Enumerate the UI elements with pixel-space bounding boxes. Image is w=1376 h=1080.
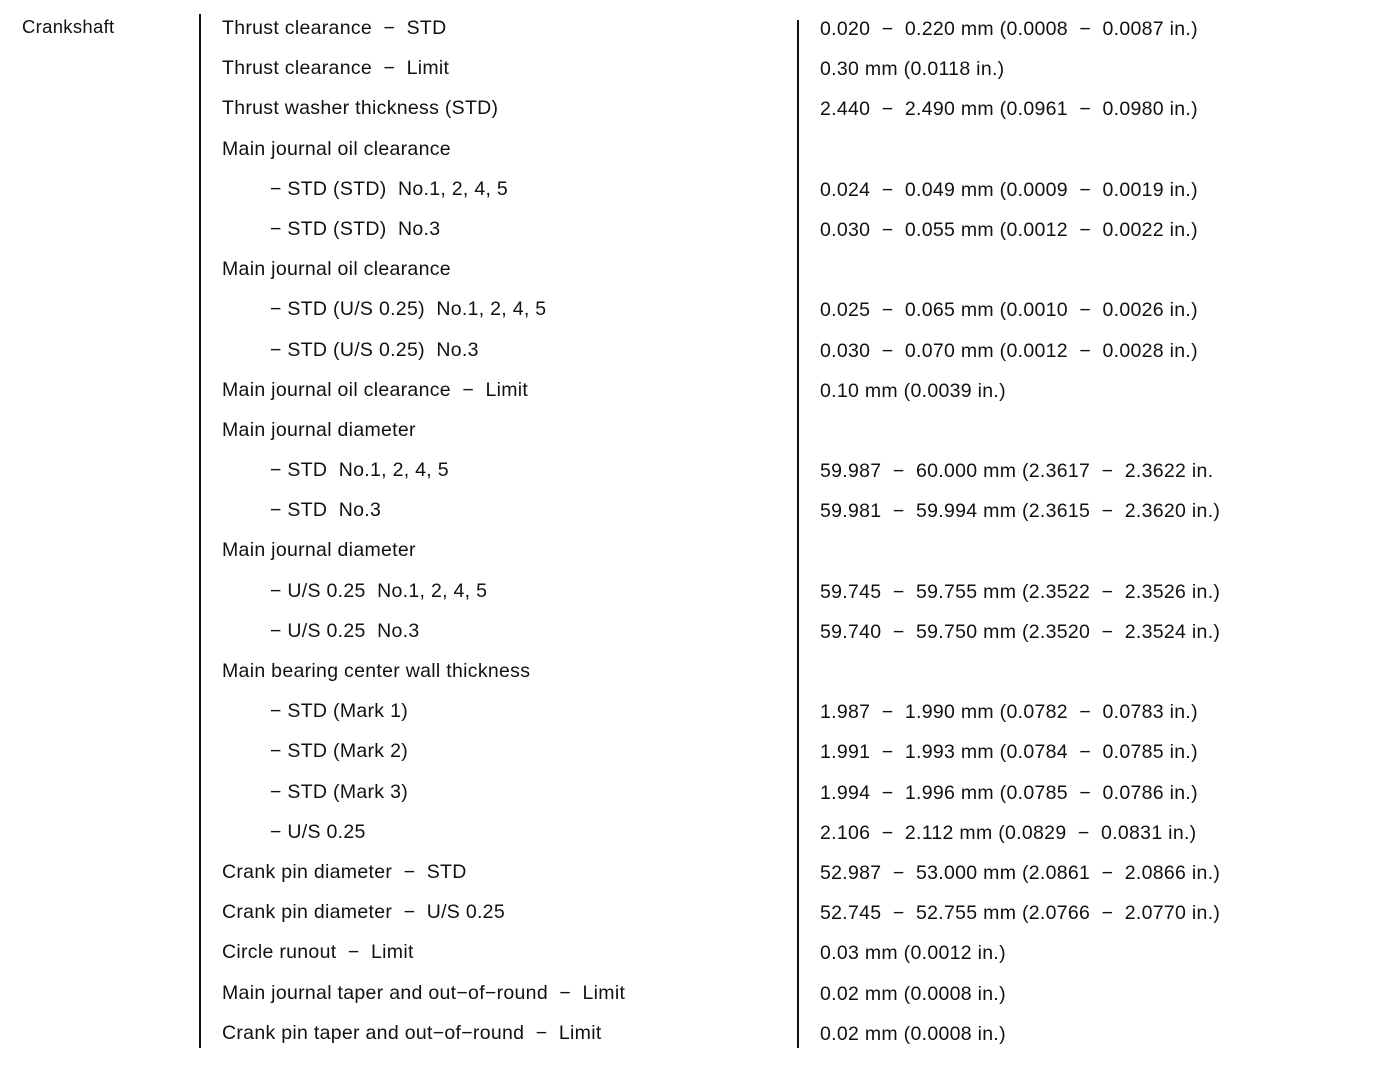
spec-value: 0.30 mm (0.0118 in.) xyxy=(820,58,1005,81)
spec-value: 2.440 − 2.490 mm (0.0961 − 0.0980 in.) xyxy=(820,98,1198,121)
spec-parameter: − STD (STD) No.3 xyxy=(270,217,441,240)
spec-parameter: − STD (Mark 1) xyxy=(270,700,409,723)
spec-row xyxy=(0,620,1376,660)
spec-value: 0.020 − 0.220 mm (0.0008 − 0.0087 in.) xyxy=(820,18,1198,40)
spec-parameter: Main journal diameter xyxy=(222,418,416,441)
spec-value: 0.024 − 0.049 mm (0.0009 − 0.0019 in.) xyxy=(820,178,1198,201)
spec-value: 0.030 − 0.070 mm (0.0012 − 0.0028 in.) xyxy=(820,339,1198,362)
spec-row xyxy=(0,138,1376,178)
spec-row xyxy=(0,539,1376,579)
spec-row xyxy=(0,459,1376,499)
spec-value: 59.740 − 59.750 mm (2.3520 − 2.3524 in.) xyxy=(820,620,1221,643)
spec-row xyxy=(0,178,1376,218)
spec-parameter: Thrust clearance − STD xyxy=(222,17,447,39)
spec-row xyxy=(0,821,1376,861)
spec-row xyxy=(0,298,1376,338)
spec-value: 1.987 − 1.990 mm (0.0782 − 0.0783 in.) xyxy=(820,701,1198,724)
spec-parameter: − STD (U/S 0.25) No.1, 2, 4, 5 xyxy=(270,298,547,321)
spec-row xyxy=(0,57,1376,97)
spec-row xyxy=(0,379,1376,419)
spec-row xyxy=(0,901,1376,941)
spec-row xyxy=(0,339,1376,379)
spec-parameter: − STD No.3 xyxy=(270,499,382,522)
spec-value: 0.025 − 0.065 mm (0.0010 − 0.0026 in.) xyxy=(820,299,1198,322)
spec-value: 0.02 mm (0.0008 in.) xyxy=(820,982,1006,1005)
spec-parameter: Circle runout − Limit xyxy=(222,941,414,964)
spec-row xyxy=(0,419,1376,459)
spec-parameter: − STD (STD) No.1, 2, 4, 5 xyxy=(270,177,509,200)
spec-value: 0.02 mm (0.0008 in.) xyxy=(820,1022,1006,1045)
spec-parameter: − STD No.1, 2, 4, 5 xyxy=(270,459,449,482)
spec-value: 59.987 − 60.000 mm (2.3617 − 2.3622 in. xyxy=(820,460,1214,483)
spec-value: 0.10 mm (0.0039 in.) xyxy=(820,379,1006,402)
spec-value: 52.987 − 53.000 mm (2.0861 − 2.0866 in.) xyxy=(820,861,1221,884)
spec-value: 0.03 mm (0.0012 in.) xyxy=(820,942,1006,965)
spec-parameter: − STD (U/S 0.25) No.3 xyxy=(270,338,479,361)
spec-row xyxy=(0,1022,1376,1062)
spec-parameter: Thrust clearance − Limit xyxy=(222,57,450,80)
spec-parameter: Main journal oil clearance xyxy=(222,258,451,281)
spec-row xyxy=(0,218,1376,258)
spec-row xyxy=(0,499,1376,539)
spec-parameter: Thrust washer thickness (STD) xyxy=(222,97,499,120)
spec-parameter: Crank pin taper and out−of−round − Limit xyxy=(222,1021,602,1044)
spec-parameter: − STD (Mark 3) xyxy=(270,780,409,803)
spec-row xyxy=(0,982,1376,1022)
spec-value: 2.106 − 2.112 mm (0.0829 − 0.0831 in.) xyxy=(820,821,1197,844)
spec-parameter: Main journal oil clearance − Limit xyxy=(222,378,529,401)
spec-row xyxy=(0,740,1376,780)
spec-value: 0.030 − 0.055 mm (0.0012 − 0.0022 in.) xyxy=(820,218,1198,241)
section-title: Crankshaft xyxy=(22,16,115,37)
spec-parameter: − U/S 0.25 No.3 xyxy=(270,619,420,642)
spec-row xyxy=(0,17,1376,57)
spec-row xyxy=(0,258,1376,298)
spec-table xyxy=(0,17,1376,1062)
spec-row xyxy=(0,660,1376,700)
spec-parameter: Main journal taper and out−of−round − Limit xyxy=(222,981,626,1004)
spec-row xyxy=(0,97,1376,137)
spec-parameter: − U/S 0.25 xyxy=(270,820,366,843)
spec-parameter: Main bearing center wall thickness xyxy=(222,660,531,682)
spec-value: 52.745 − 52.755 mm (2.0766 − 2.0770 in.) xyxy=(820,902,1221,925)
spec-value: 59.981 − 59.994 mm (2.3615 − 2.3620 in.) xyxy=(820,500,1221,523)
spec-parameter: − U/S 0.25 No.1, 2, 4, 5 xyxy=(270,579,488,602)
spec-row xyxy=(0,941,1376,981)
spec-parameter: Crank pin diameter − STD xyxy=(222,860,467,883)
spec-row xyxy=(0,700,1376,740)
spec-row xyxy=(0,580,1376,620)
spec-parameter: Crank pin diameter − U/S 0.25 xyxy=(222,901,505,924)
spec-value: 1.991 − 1.993 mm (0.0784 − 0.0785 in.) xyxy=(820,741,1198,764)
spec-parameter: Main journal diameter xyxy=(222,539,416,562)
spec-value: 1.994 − 1.996 mm (0.0785 − 0.0786 in.) xyxy=(820,781,1198,804)
spec-parameter: Main journal oil clearance xyxy=(222,137,451,160)
spec-parameter: − STD (Mark 2) xyxy=(270,740,409,763)
spec-row xyxy=(0,861,1376,901)
spec-value: 59.745 − 59.755 mm (2.3522 − 2.3526 in.) xyxy=(820,580,1221,603)
spec-row xyxy=(0,781,1376,821)
